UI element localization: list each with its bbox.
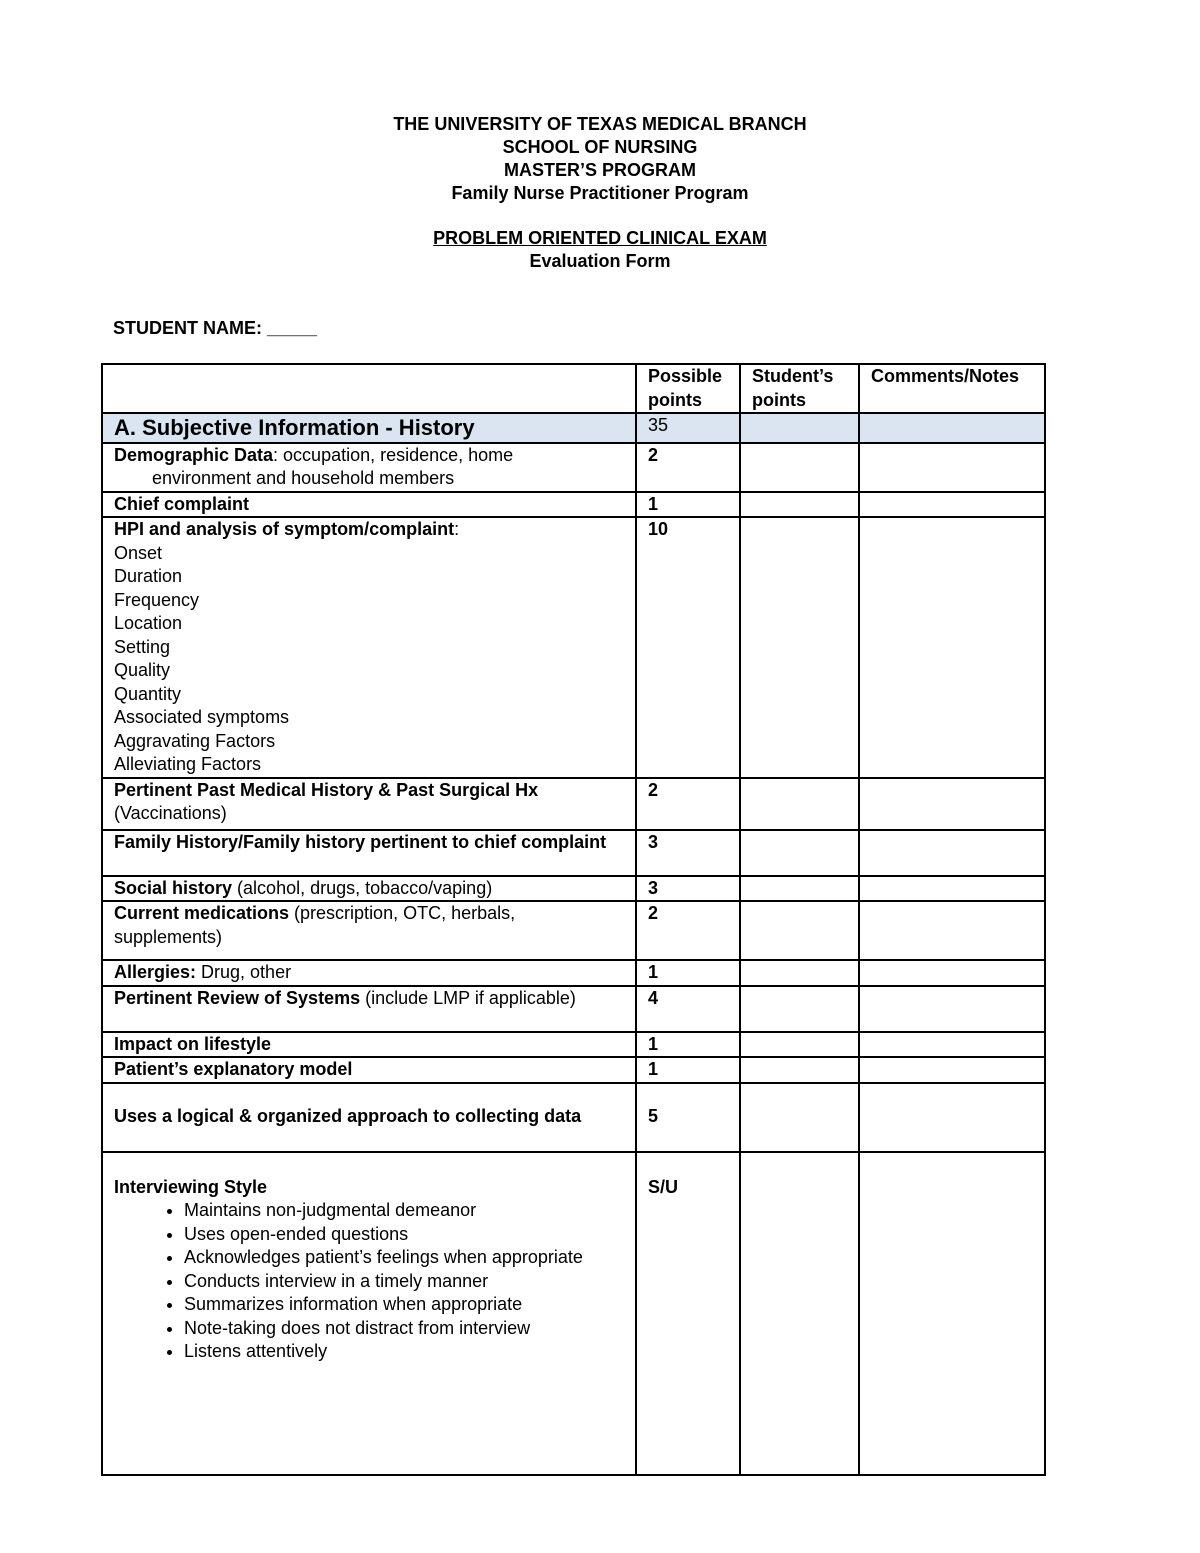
form-title: Evaluation Form: [529, 251, 671, 271]
chief-complaint-student-points[interactable]: [740, 492, 859, 518]
allergies-detail: Drug, other: [196, 962, 292, 982]
document-header: [0, 113, 1200, 273]
lifestyle-student-points[interactable]: [740, 1032, 859, 1058]
pmh-student-points[interactable]: [740, 778, 859, 830]
hpi-item: Quantity: [114, 683, 182, 704]
family-history-label: Family History/Family history pertinent to chief complaint: [102, 830, 636, 876]
pmh-detail: (Vaccinations): [114, 803, 227, 823]
demographic-label: Demographic Data: [114, 444, 274, 465]
allergies-label: Allergies:: [114, 962, 197, 982]
section-a-row: [102, 413, 1045, 443]
allergies-points: 1: [636, 960, 740, 986]
pmh-points: 2: [636, 778, 740, 830]
evaluation-table: [101, 363, 1046, 1476]
social-history-label: Social history: [114, 877, 233, 898]
table-row: [102, 492, 1045, 518]
table-row: [102, 830, 1045, 876]
chief-complaint-comments[interactable]: [859, 492, 1045, 518]
medications-label: Current medications: [114, 903, 290, 923]
table-row: [102, 901, 1045, 960]
explanatory-model-student-points[interactable]: [740, 1057, 859, 1083]
lifestyle-comments[interactable]: [859, 1032, 1045, 1058]
lifestyle-label: Impact on lifestyle: [102, 1032, 636, 1058]
demographic-detail: : occupation, residence, home: [273, 444, 514, 465]
family-history-points: 3: [636, 830, 740, 876]
student-name-line: [113, 318, 317, 339]
hpi-item: Setting: [114, 636, 171, 657]
header-student-points: Student’s points: [740, 364, 859, 413]
program-level: MASTER’S PROGRAM: [503, 160, 696, 180]
social-history-student-points[interactable]: [740, 876, 859, 902]
table-row: [102, 876, 1045, 902]
medications-student-points[interactable]: [740, 901, 859, 960]
social-history-detail: (alcohol, drugs, tobacco/vaping): [232, 877, 493, 898]
logical-approach-points: 5: [636, 1083, 740, 1152]
explanatory-model-points: 1: [636, 1057, 740, 1083]
logical-approach-comments[interactable]: [859, 1083, 1045, 1152]
pmh-comments[interactable]: [859, 778, 1045, 830]
table-row: [102, 986, 1045, 1032]
hpi-item: Alleviating Factors: [114, 754, 262, 774]
hpi-colon: :: [454, 519, 460, 539]
table-row: [102, 1032, 1045, 1058]
table-row: [102, 517, 1045, 778]
ros-label: Pertinent Review of Systems: [114, 987, 361, 1008]
ros-comments[interactable]: [859, 986, 1045, 1032]
social-history-points: 3: [636, 876, 740, 902]
header-criteria-cell: [102, 364, 636, 413]
explanatory-model-comments[interactable]: [859, 1057, 1045, 1083]
explanatory-model-label: Patient’s explanatory model: [102, 1057, 636, 1083]
ros-student-points[interactable]: [740, 986, 859, 1032]
logical-approach-label: Uses a logical & organized approach to collecting data: [102, 1083, 636, 1152]
section-a-comments[interactable]: [859, 413, 1045, 443]
table-header-row: [102, 364, 1045, 413]
interviewing-style-comments[interactable]: [859, 1152, 1045, 1475]
demographic-points: 2: [636, 443, 740, 492]
chief-complaint-label: Chief complaint: [102, 492, 636, 518]
hpi-item: Duration: [114, 566, 183, 586]
list-item: • Conducts interview in a timely manner: [184, 1270, 625, 1294]
section-a-student-points[interactable]: [740, 413, 859, 443]
list-item: • Listens attentively: [184, 1340, 625, 1364]
hpi-item: Associated symptoms: [114, 707, 290, 727]
interviewing-style-student-points[interactable]: [740, 1152, 859, 1475]
table-row: [102, 1057, 1045, 1083]
logical-approach-student-points[interactable]: [740, 1083, 859, 1152]
interviewing-style-points: S/U: [636, 1152, 740, 1475]
hpi-item: Frequency: [114, 589, 200, 610]
hpi-label: HPI and analysis of symptom/complaint: [114, 519, 455, 539]
chief-complaint-points: 1: [636, 492, 740, 518]
pmh-cell: [102, 778, 636, 830]
lifestyle-points: 1: [636, 1032, 740, 1058]
medications-points: 2: [636, 901, 740, 960]
student-name-field[interactable]: _____: [267, 318, 318, 338]
allergies-cell: [102, 960, 636, 986]
table-row: [102, 1152, 1045, 1475]
ros-points: 4: [636, 986, 740, 1032]
section-a-title: A. Subjective Information - History: [102, 413, 636, 443]
table-row: [102, 778, 1045, 830]
hpi-item: Aggravating Factors: [114, 730, 276, 751]
social-history-cell: [102, 876, 636, 902]
allergies-student-points[interactable]: [740, 960, 859, 986]
list-item: • Summarizes information when appropriate: [184, 1293, 625, 1317]
social-history-comments[interactable]: [859, 876, 1045, 902]
interviewing-style-label: Interviewing Style: [114, 1176, 268, 1197]
hpi-student-points[interactable]: [740, 517, 859, 778]
header-comments: Comments/Notes: [859, 364, 1045, 413]
exam-title: PROBLEM ORIENTED CLINICAL EXAM: [433, 228, 767, 248]
medications-detail: (prescription, OTC, herbals, supplements): [114, 903, 516, 947]
school-name: SCHOOL OF NURSING: [502, 137, 698, 157]
hpi-cell: [102, 517, 636, 778]
hpi-item: Location: [114, 613, 183, 633]
demographic-detail-continued: environment and household members: [152, 468, 455, 488]
table-row: [102, 1083, 1045, 1152]
demographic-cell: [102, 443, 636, 492]
pmh-label: Pertinent Past Medical History & Past Surgical Hx: [114, 779, 539, 800]
table-row: [102, 443, 1045, 492]
allergies-comments[interactable]: [859, 960, 1045, 986]
ros-cell: [102, 986, 636, 1032]
university-name: THE UNIVERSITY OF TEXAS MEDICAL BRANCH: [393, 114, 807, 134]
family-history-student-points[interactable]: [740, 830, 859, 876]
hpi-item: Onset: [114, 542, 163, 563]
hpi-comments[interactable]: [859, 517, 1045, 778]
medications-cell: [102, 901, 636, 960]
list-item: • Maintains non-judgmental demeanor: [184, 1199, 625, 1223]
section-a-points: 35: [636, 413, 740, 443]
demographic-student-points[interactable]: [740, 443, 859, 492]
list-item: • Acknowledges patient’s feelings when appropriate: [184, 1246, 625, 1270]
interviewing-style-cell: [102, 1152, 636, 1475]
hpi-item: Quality: [114, 660, 171, 680]
ros-detail: (include LMP if applicable): [360, 987, 576, 1008]
header-possible-points: Possible points: [636, 364, 740, 413]
table-row: [102, 960, 1045, 986]
demographic-comments[interactable]: [859, 443, 1045, 492]
program-name: Family Nurse Practitioner Program: [451, 183, 749, 203]
list-item: • Uses open-ended questions: [184, 1223, 625, 1247]
medications-comments[interactable]: [859, 901, 1045, 960]
list-item: • Note-taking does not distract from interview: [184, 1317, 625, 1341]
interviewing-style-list: [114, 1199, 625, 1364]
family-history-comments[interactable]: [859, 830, 1045, 876]
hpi-points: 10: [636, 517, 740, 778]
student-name-label: STUDENT NAME:: [113, 318, 262, 338]
